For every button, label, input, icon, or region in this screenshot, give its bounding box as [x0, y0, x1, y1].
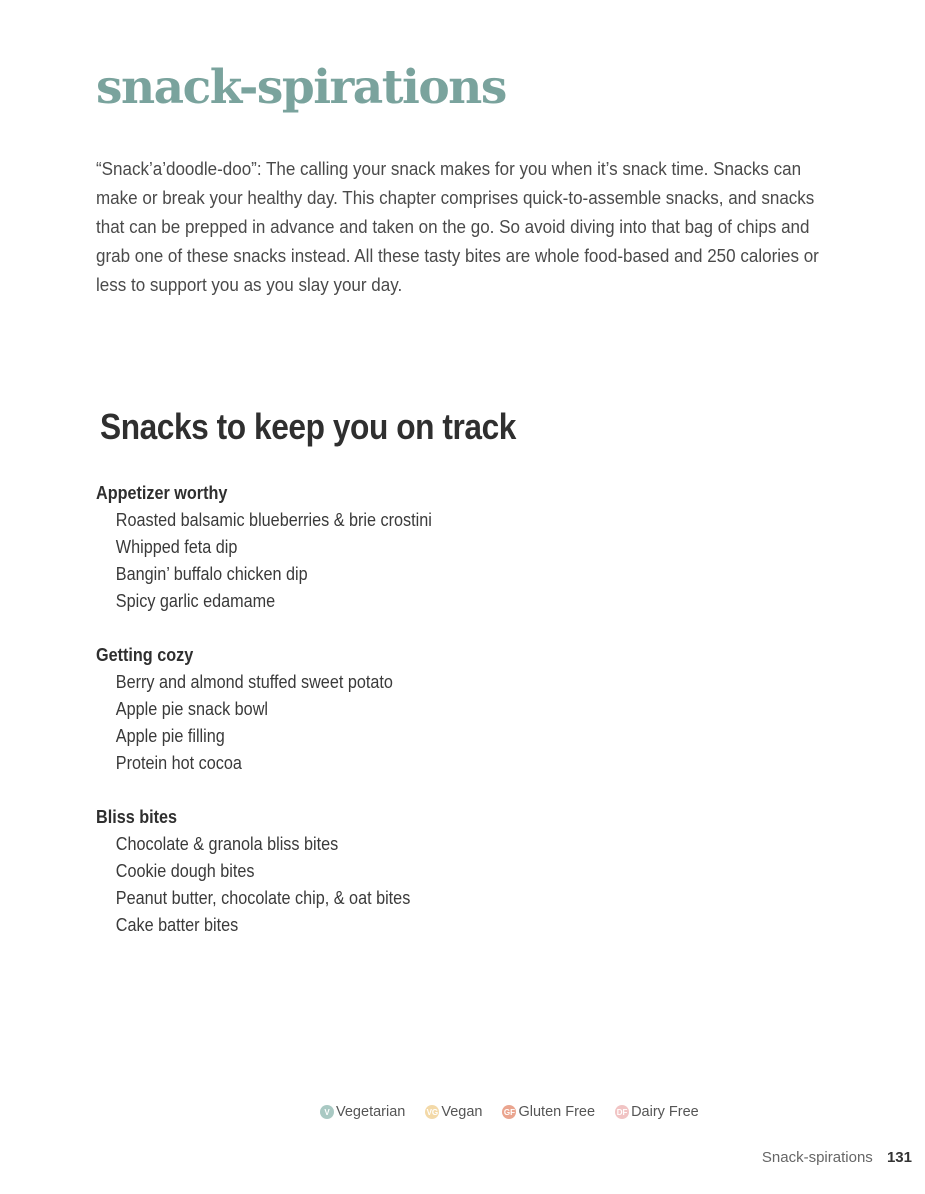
recipe-list: [96, 669, 393, 777]
recipe-item: Roasted balsamic blueberries & brie crostini: [115, 510, 432, 530]
section-title: Snacks to keep you on track: [100, 406, 516, 447]
recipe-item: Whipped feta dip: [115, 537, 238, 557]
recipe-item: Apple pie filling: [115, 726, 225, 746]
recipe-item: Peanut butter, chocolate chip, & oat bites: [115, 888, 411, 908]
snack-group-bliss-bites: [96, 804, 410, 939]
group-heading: Appetizer worthy: [96, 483, 228, 503]
page-number: 131: [886, 1149, 912, 1166]
snack-group-getting-cozy: [96, 642, 393, 777]
legend-vegan: [425, 1104, 482, 1120]
vegan-icon: VG: [425, 1105, 439, 1119]
legend-dairy-free: [615, 1104, 699, 1120]
dairy-free-icon: DF: [615, 1105, 629, 1119]
recipe-item: Protein hot cocoa: [115, 753, 242, 773]
recipe-item: Apple pie snack bowl: [115, 699, 268, 719]
page-title: snack-spirations: [96, 60, 506, 115]
dietary-legend: [320, 1104, 719, 1120]
group-heading: Bliss bites: [96, 807, 178, 827]
recipe-item: Chocolate & granola bliss bites: [115, 834, 339, 854]
legend-vegetarian: [320, 1104, 405, 1120]
legend-gluten-free: [502, 1104, 595, 1120]
legend-label: Dairy Free: [631, 1104, 699, 1120]
recipe-item: Cake batter bites: [115, 915, 239, 935]
snack-group-appetizer-worthy: [96, 480, 432, 615]
footer-section-name: Snack-spirations: [761, 1149, 873, 1166]
vegetarian-icon: V: [320, 1105, 334, 1119]
legend-label: Gluten Free: [518, 1104, 596, 1120]
gluten-free-icon: GF: [502, 1105, 516, 1119]
page-footer: [762, 1149, 912, 1166]
intro-paragraph: “Snack’a’doodle-doo”: The calling your snack makes for you when it’s snack time. Snacks can make or break your healthy day. This chapter comprises quick-to-assemble snacks, and snacks that can be prepped in advance and taken on the go. So avoid diving into that bag of chips and grab one of these snacks instead. All these tasty bites are whole food-based and 250 calories or less to support you as you slay your day.: [96, 158, 819, 295]
legend-label: Vegan: [441, 1104, 483, 1120]
recipe-item: Spicy garlic edamame: [115, 591, 276, 611]
recipe-list: [96, 507, 432, 615]
recipe-list: [96, 831, 410, 939]
legend-label: Vegetarian: [336, 1104, 406, 1120]
recipe-item: Cookie dough bites: [115, 861, 255, 881]
group-heading: Getting cozy: [96, 645, 194, 665]
recipe-item: Berry and almond stuffed sweet potato: [115, 672, 393, 692]
recipe-item: Bangin’ buffalo chicken dip: [115, 564, 308, 584]
